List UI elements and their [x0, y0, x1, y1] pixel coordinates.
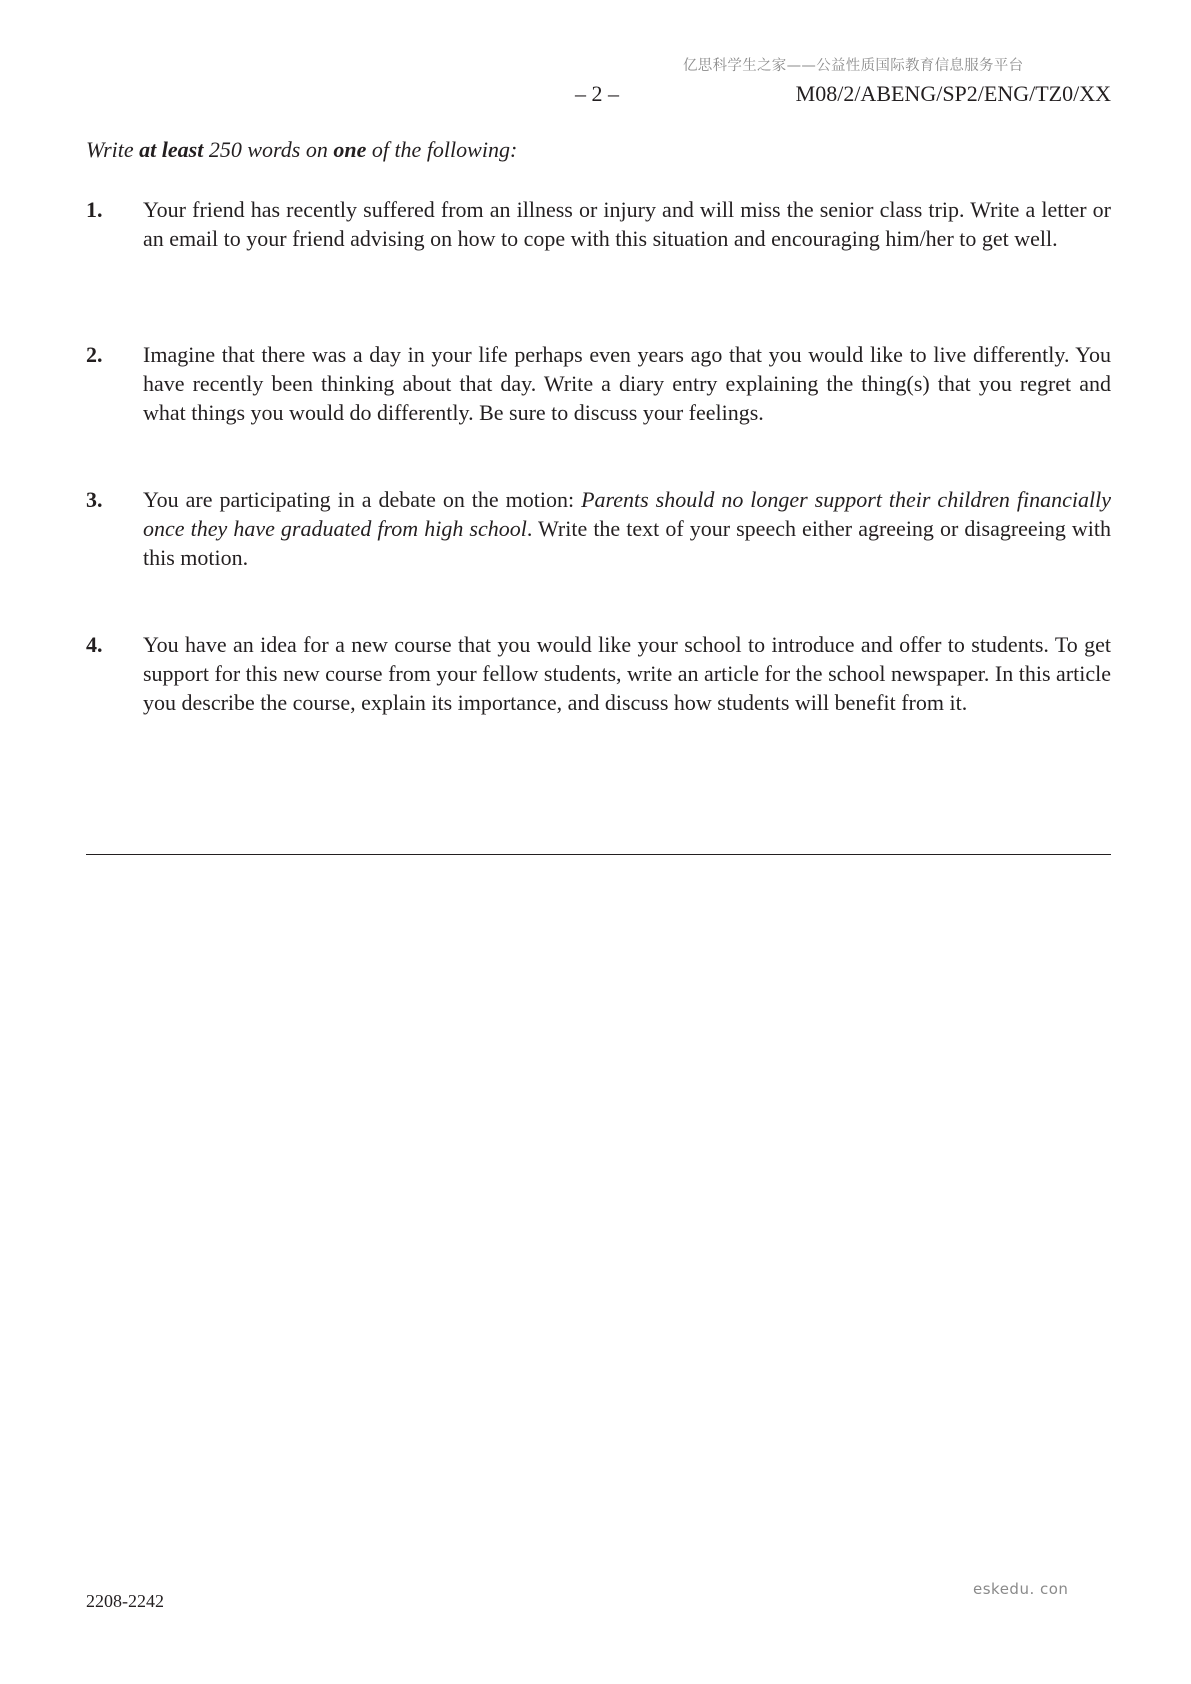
instruction-emphasis-one: one	[333, 137, 367, 162]
question-number: 1.	[86, 197, 103, 222]
watermark-footer: eskedu. con	[973, 1580, 1069, 1598]
watermark-header: 亿思科学生之家——公益性质国际教育信息服务平台	[683, 58, 1024, 74]
question-text-task: . Write the text of your speech either agreeing or disagreeing with this motion.	[143, 516, 1111, 570]
paper-code: M08/2/ABENG/SP2/ENG/TZ0/XX	[795, 81, 1111, 106]
instruction-text: Write	[86, 137, 140, 162]
instruction-line	[86, 137, 517, 163]
instruction-text: of the following:	[366, 137, 518, 162]
question-text: Imagine that there was a day in your life perhaps even years ago that you would like to live differently. You have recently been thinking about that day. Write a diary entry explaining the thing(s) that you regret and what things you would do differently. Be sure to discuss your feelings.	[143, 342, 1111, 425]
page-number: – 2 –	[575, 81, 619, 106]
footer-code: 2208-2242	[86, 1591, 164, 1611]
question-number: 3.	[86, 487, 103, 512]
debate-motion: Parents should no longer support their children financially once they have graduated from high school	[143, 487, 1111, 541]
instruction-emphasis-at-least: at least	[139, 137, 204, 162]
question-text: Your friend has recently suffered from an illness or injury and will miss the senior class trip. Write a letter or an email to your friend advising on how to cope with this situation and encouraging him/her to get well.	[143, 197, 1111, 251]
question-text	[143, 485, 1111, 572]
question-text-intro: You are participating in a debate on the motion:	[143, 487, 582, 512]
question-text: You have an idea for a new course that you would like your school to introduce and offer to students. To get support for this new course from your fellow students, write an article for the school newspaper. In this article you describe the course, explain its importance, and discuss how students will benefit from it.	[143, 632, 1111, 715]
instruction-text: 250 words on	[203, 137, 334, 162]
question-number: 4.	[86, 632, 103, 657]
question-number: 2.	[86, 342, 103, 367]
end-of-questions-rule	[86, 854, 1111, 855]
